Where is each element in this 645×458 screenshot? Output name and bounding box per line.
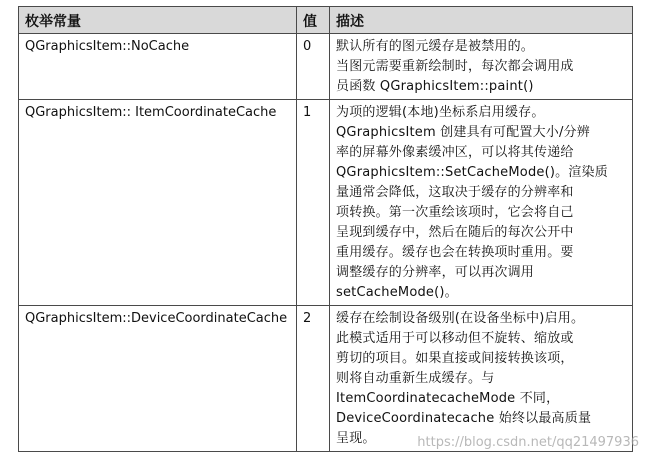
- description-line: 当图元需要重新绘制时，每次都会调用成: [336, 59, 574, 74]
- description-line: QGraphicsItem::SetCacheMode()。渲染质: [336, 165, 608, 180]
- description-line: 呈现到缓存中，然后在随后的每次公开中: [336, 225, 574, 240]
- description-line: 则将自动重新生成缓存。与: [336, 371, 495, 386]
- cell-enum-value: 1: [297, 100, 330, 306]
- description-line: QGraphicsItem 创建具有可配置大小/分辨: [336, 125, 590, 140]
- description-line: 员函数 QGraphicsItem::paint(): [336, 79, 534, 94]
- description-line: 剪切的项目。如果直接或间接转换该项，: [336, 351, 574, 366]
- header-value: 值: [297, 7, 330, 34]
- description-line: DeviceCoordinatecache 始终以最高质量: [336, 411, 592, 426]
- cell-enum-name: QGraphicsItem:: ItemCoordinateCache: [19, 100, 297, 306]
- description-line: 此模式适用于可以移动但不旋转、缩放或: [336, 331, 574, 346]
- cell-description: [330, 34, 633, 100]
- header-description: 描述: [330, 7, 633, 34]
- description-line: 默认所有的图元缓存是被禁用的。: [336, 39, 535, 54]
- table-row-nocache: [19, 34, 633, 100]
- description-line: 调整缓存的分辨率，可以再次调用: [336, 265, 535, 280]
- description-line: 缓存在绘制设备级别(在设备坐标中)启用。: [336, 311, 585, 326]
- blog-watermark: https://blog.csdn.net/qq21497936: [417, 435, 639, 450]
- description-line: 项转换。第一次重绘该项时，它会将自己: [336, 205, 574, 220]
- header-enum-constant: 枚举常量: [19, 7, 297, 34]
- description-line: 率的屏幕外像素缓冲区，可以将其传递给: [336, 145, 574, 160]
- description-line: setCacheMode()。: [336, 285, 458, 300]
- cell-enum-value: 0: [297, 34, 330, 100]
- table-row-item-coordinate-cache: [19, 100, 633, 306]
- enum-table-document: [18, 6, 632, 456]
- description-line: 重用缓存。缓存也会在转换项时重用。要: [336, 245, 574, 260]
- table-row-device-coordinate-cache: [19, 306, 633, 452]
- cell-enum-name: QGraphicsItem::NoCache: [19, 34, 297, 100]
- description-line: 量通常会降低，这取决于缓存的分辨率和: [336, 185, 574, 200]
- table-header-row: [19, 7, 633, 34]
- cell-enum-name: QGraphicsItem::DeviceCoordinateCache: [19, 306, 297, 452]
- description-line: 呈现。: [336, 431, 376, 446]
- description-line: ItemCoordinatecacheMode 不同，: [336, 391, 560, 406]
- description-line: 为项的逻辑(本地)坐标系启用缓存。: [336, 105, 545, 120]
- cell-description: [330, 100, 633, 306]
- cache-mode-table: [18, 6, 633, 452]
- cell-description: [330, 306, 633, 452]
- cell-enum-value: 2: [297, 306, 330, 452]
